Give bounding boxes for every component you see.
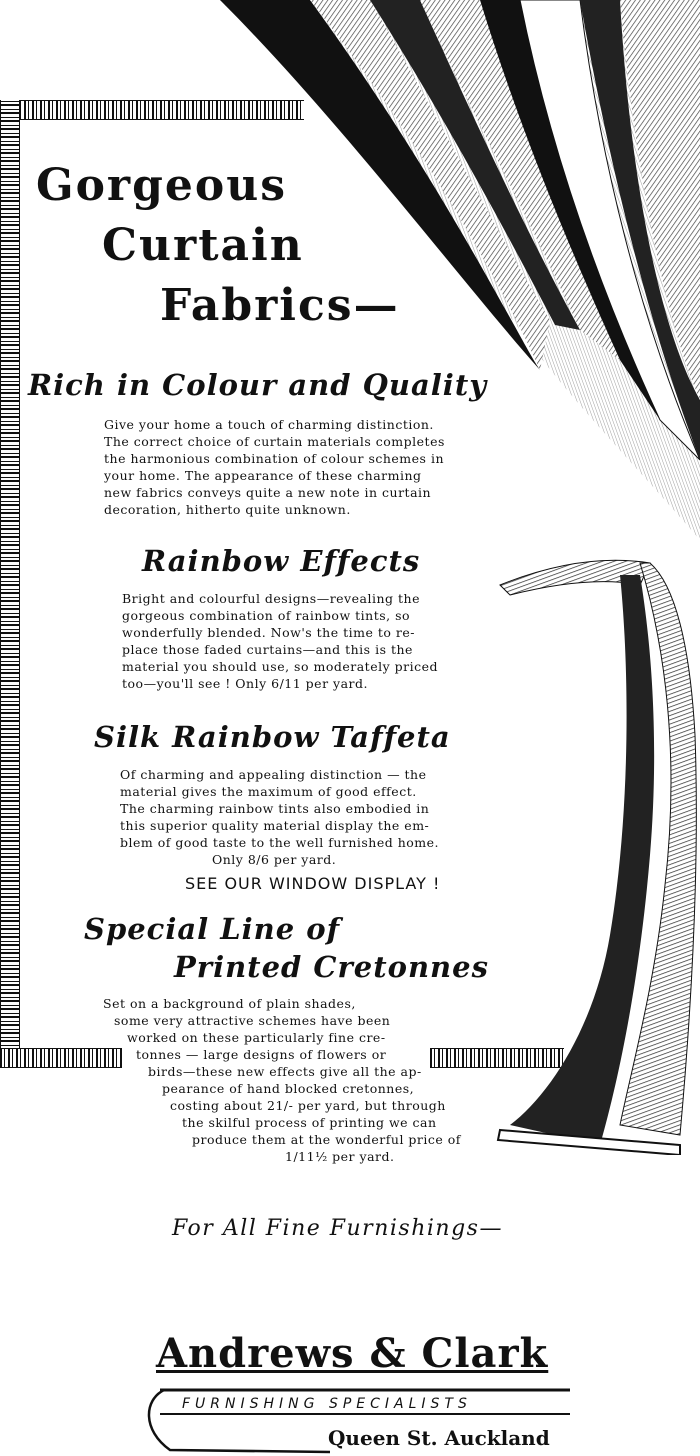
cretonnes-line: tonnes — large designs of flowers or [136,1047,387,1062]
paragraph-line: place those faded curtains—and this is the [122,642,413,657]
paragraph-silk-taffeta [120,766,440,868]
logo-company-name: Andrews & Clark [156,1330,549,1377]
paragraph-rich-colour [104,416,464,518]
cretonnes-line: birds—these new effects give all the ap- [148,1064,422,1079]
paragraph-line: blem of good taste to the well furnished home. [120,835,440,850]
window-display-notice: SEE OUR WINDOW DISPLAY ! [185,874,441,893]
section-title-special-line: Special Line of [84,912,341,946]
paragraph-line: Bright and colourful designs—revealing the [122,591,420,606]
headline-line-2: Curtain [102,220,304,271]
paragraph-line: this superior quality material display the em- [120,818,430,833]
logo-address: Queen St. Auckland [328,1426,550,1450]
paragraph-line: gorgeous combination of rainbow tints, so [122,608,411,623]
headline-line-3: Fabrics— [160,280,400,331]
cretonnes-line: the skilful process of printing we can [182,1115,437,1130]
section-title-rainbow-effects: Rainbow Effects [142,544,421,578]
tagline: For All Fine Furnishings— [172,1216,503,1241]
paragraph-line: The charming rainbow tints also embodied in [120,801,430,816]
paragraph-line: the harmonious combination of colour schemes in [104,451,444,466]
cretonnes-line: costing about 21/- per yard, but through [170,1098,446,1113]
section-title-silk-taffeta: Silk Rainbow Taffeta [94,720,451,754]
paragraph-rainbow-effects [122,590,442,692]
cretonnes-line: worked on these particularly fine cre- [127,1030,386,1045]
decorative-border-bottom-left [0,1048,122,1068]
section-title-printed-cretonnes: Printed Cretonnes [174,950,489,984]
paragraph-line: Of charming and appealing distinction — the [120,767,427,782]
paragraph-line: too—you'll see ! Only 6/11 per yard. [122,676,368,691]
paragraph-line-price: Only 8/6 per yard. [212,852,337,867]
logo-furnishing-specialists: FURNISHING SPECIALISTS [182,1396,472,1412]
section-title-rich-colour: Rich in Colour and Quality [28,368,488,402]
cretonnes-line: produce them at the wonderful price of [192,1132,461,1147]
andrews-clark-logo [140,1320,580,1456]
headline-line-1: Gorgeous [36,160,287,211]
cretonnes-line: pearance of hand blocked cretonnes, [162,1081,415,1096]
paragraph-line: material gives the maximum of good effect. [120,784,417,799]
fabric-roll-illustration [490,555,700,1155]
paragraph-line: Give your home a touch of charming distinction. [104,417,434,432]
paragraph-line: new fabrics conveys quite a new note in curtain [104,485,432,500]
decorative-border-left [0,100,20,1066]
paragraph-line: wonderfully blended. Now's the time to re- [122,625,415,640]
paragraph-line: material you should use, so moderately priced [122,659,439,674]
paragraph-line: your home. The appearance of these charming [104,468,422,483]
paragraph-line: decoration, hitherto quite unknown. [104,502,351,517]
paragraph-line: The correct choice of curtain materials completes [104,434,445,449]
cretonnes-line: some very attractive schemes have been [114,1013,391,1028]
cretonnes-line: Set on a background of plain shades, [103,996,356,1011]
cretonnes-line-price: 1/11½ per yard. [285,1149,395,1164]
